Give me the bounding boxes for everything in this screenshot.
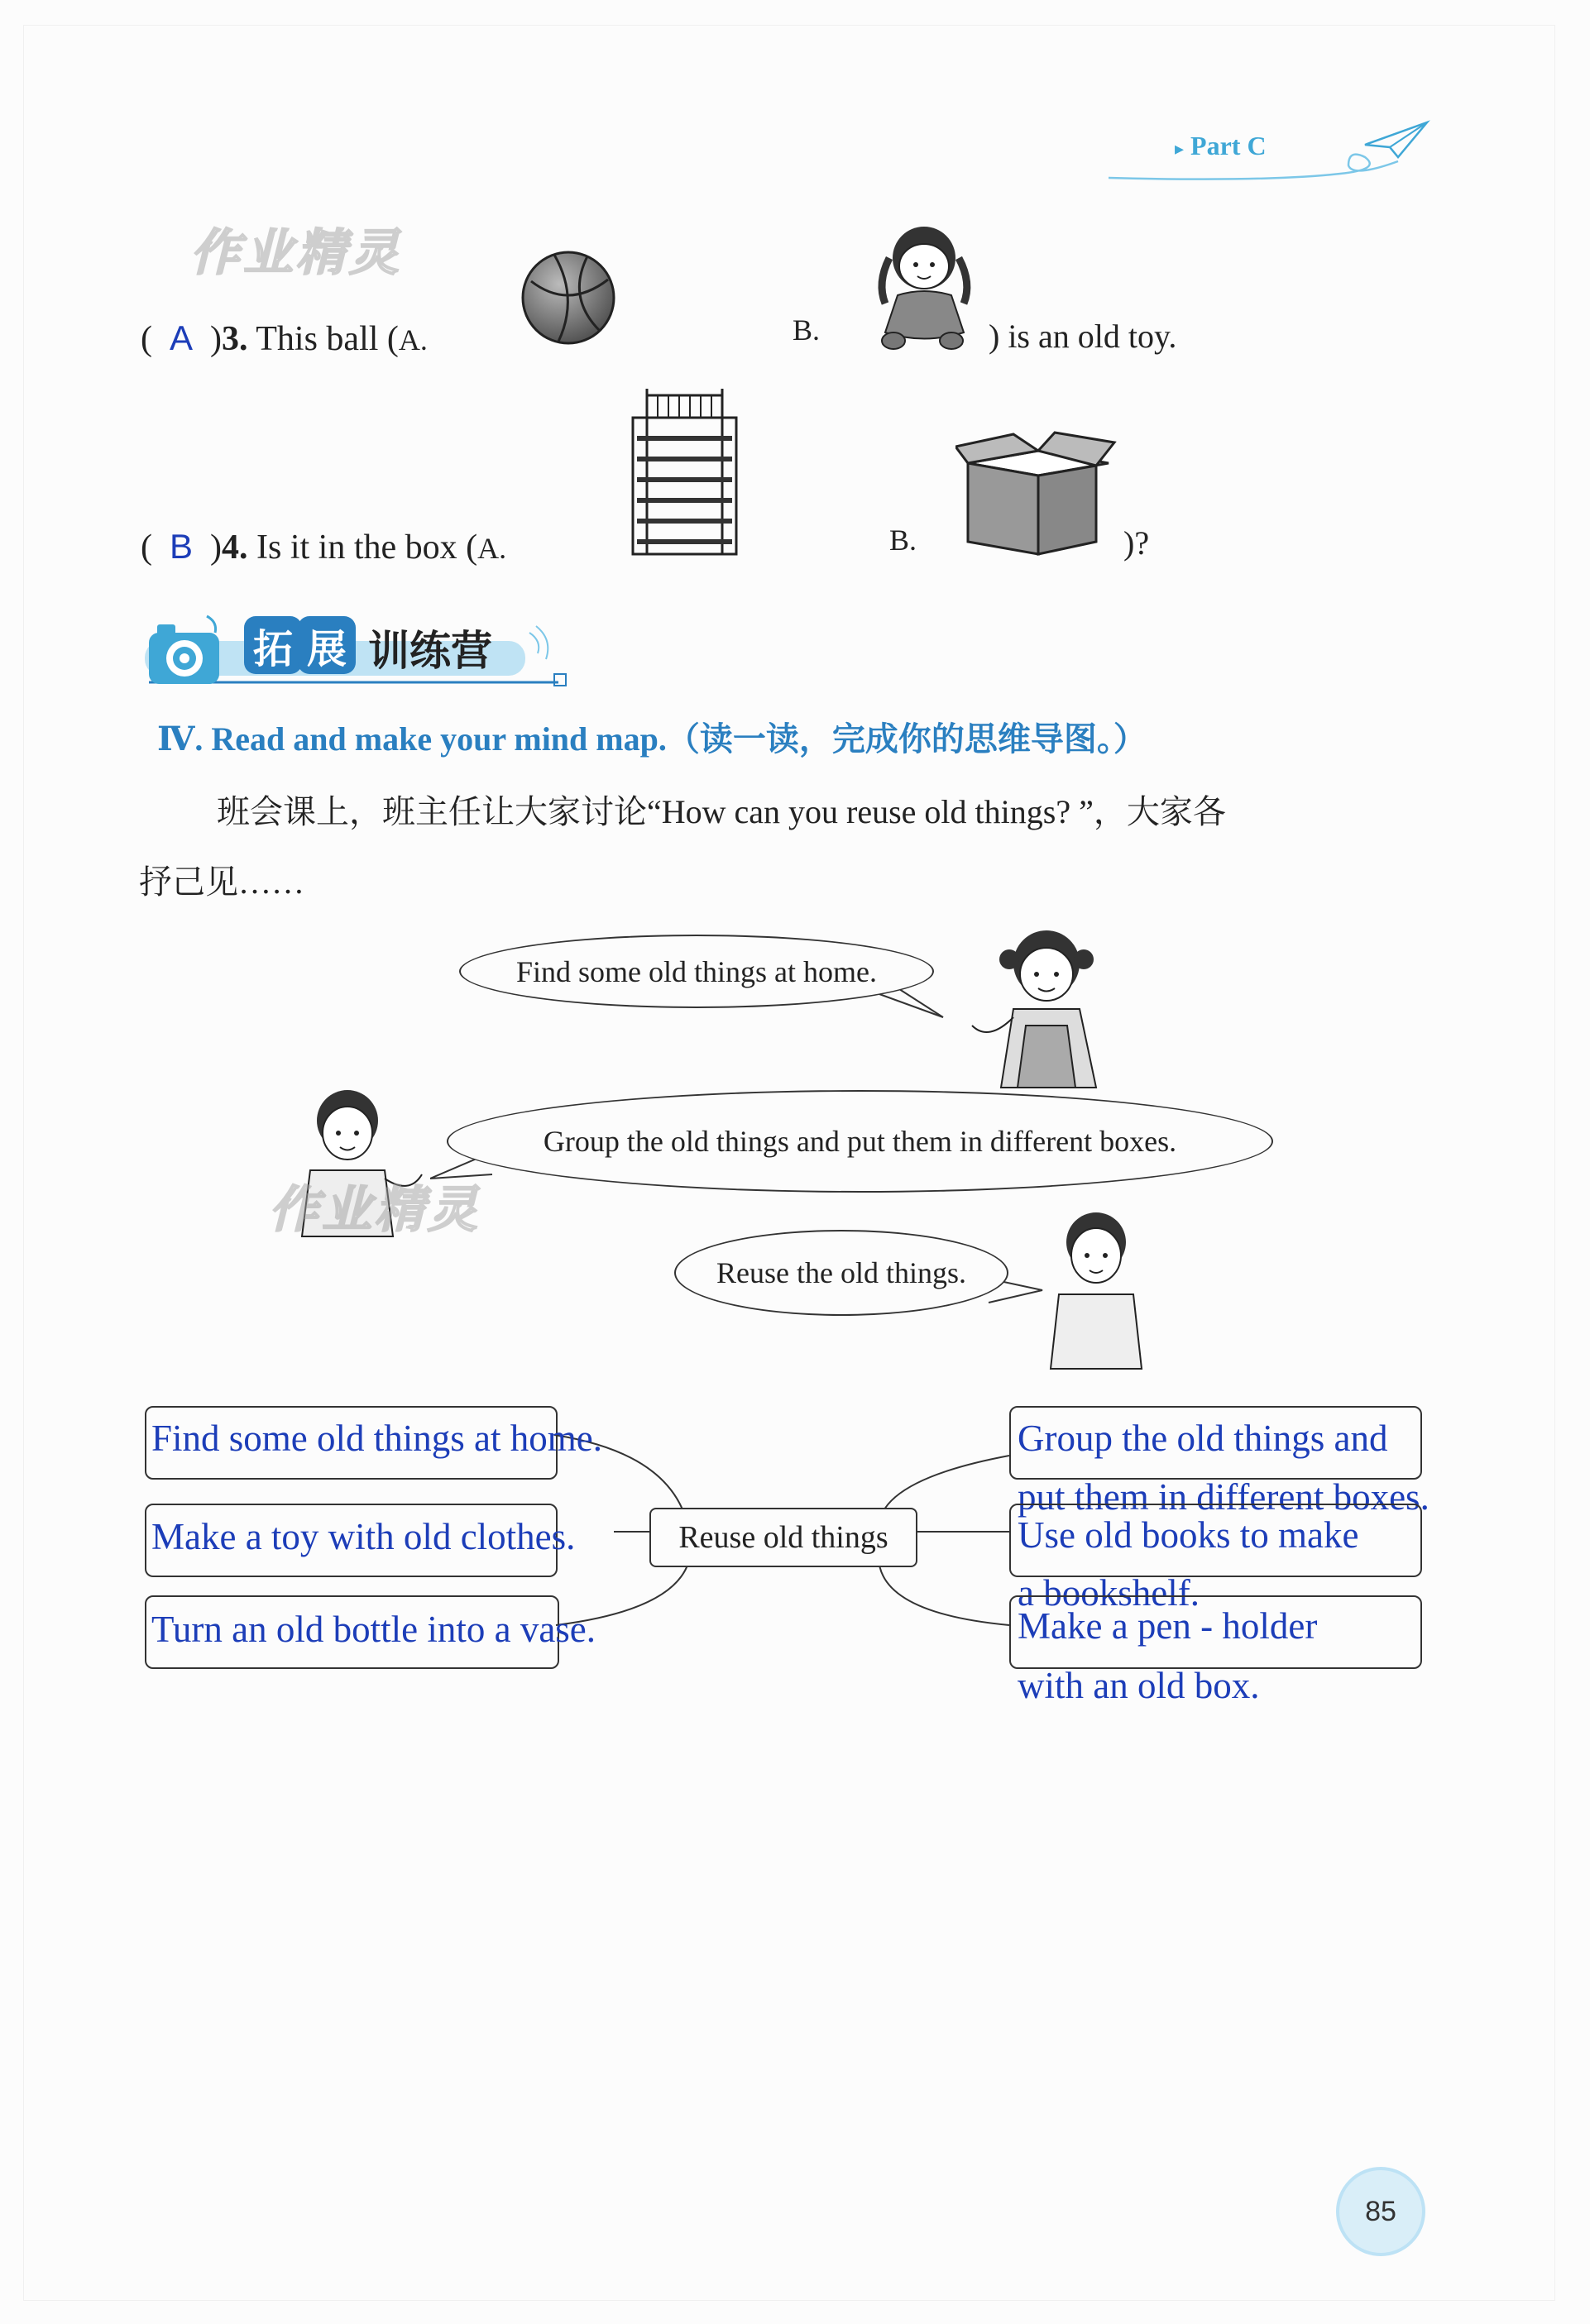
watermark: 作业精灵 (190, 224, 402, 282)
speech-bubble-1: Find some old things at home. (459, 935, 934, 1008)
mind-map-right-text-2a: Use old books to make (1018, 1514, 1359, 1556)
question-3-ending: ) is an old toy. (989, 318, 1177, 355)
mind-map-right-text-1a: Group the old things and (1018, 1418, 1388, 1459)
intro-line-1: 班会课上，班主任让大家讨论“How can you reuse old things? ”，大家各 (217, 793, 1226, 830)
mind-map-right-text-3a: Make a pen - holder (1018, 1605, 1318, 1647)
question-3: ( A )3. This ball (A. (141, 318, 428, 358)
mind-map-left-text-1: Find some old things at home. (151, 1418, 602, 1459)
banner-title: 训练营 (368, 627, 492, 675)
mind-map-right-text-1b: put them in different boxes. (1018, 1476, 1430, 1518)
banner-char-1: 拓 (244, 616, 302, 674)
banner-char-2: 展 (298, 616, 356, 674)
speech-bubble-3: Reuse the old things. (674, 1230, 1008, 1316)
option-a-label: A. (477, 532, 507, 565)
question-4-ending: )? (1123, 524, 1150, 562)
mind-map-center: Reuse old things (649, 1508, 917, 1567)
speech-bubble-2: Group the old things and put them in different boxes. (447, 1090, 1273, 1193)
mind-map-right-text-2b: a bookshelf. (1018, 1572, 1200, 1614)
answer-3: A (170, 318, 194, 357)
intro-line-2: 抒己见…… (139, 863, 304, 901)
mind-map-left-text-2: Make a toy with old clothes. (151, 1516, 576, 1557)
triangle-icon: ▸ (1175, 138, 1185, 159)
option-b-label: B. (793, 313, 821, 347)
watermark-2: 作业精灵 (269, 1181, 481, 1239)
mind-map-left-text-3: Turn an old bottle into a vase. (151, 1609, 596, 1650)
option-a-label: A. (398, 323, 428, 356)
question-4: ( B )4. Is it in the box (A. (141, 527, 507, 567)
mind-map-right-text-3b: with an old box. (1018, 1665, 1260, 1706)
exercise-caption: Ⅳ. Read and make your mind map.（读一读，完成你的思维导图。） (157, 720, 1147, 758)
header-section-text: Part C (1190, 131, 1267, 160)
answer-4: B (170, 527, 194, 566)
page-number: 85 (1336, 2167, 1425, 2256)
option-b-label-4: B. (889, 524, 917, 557)
